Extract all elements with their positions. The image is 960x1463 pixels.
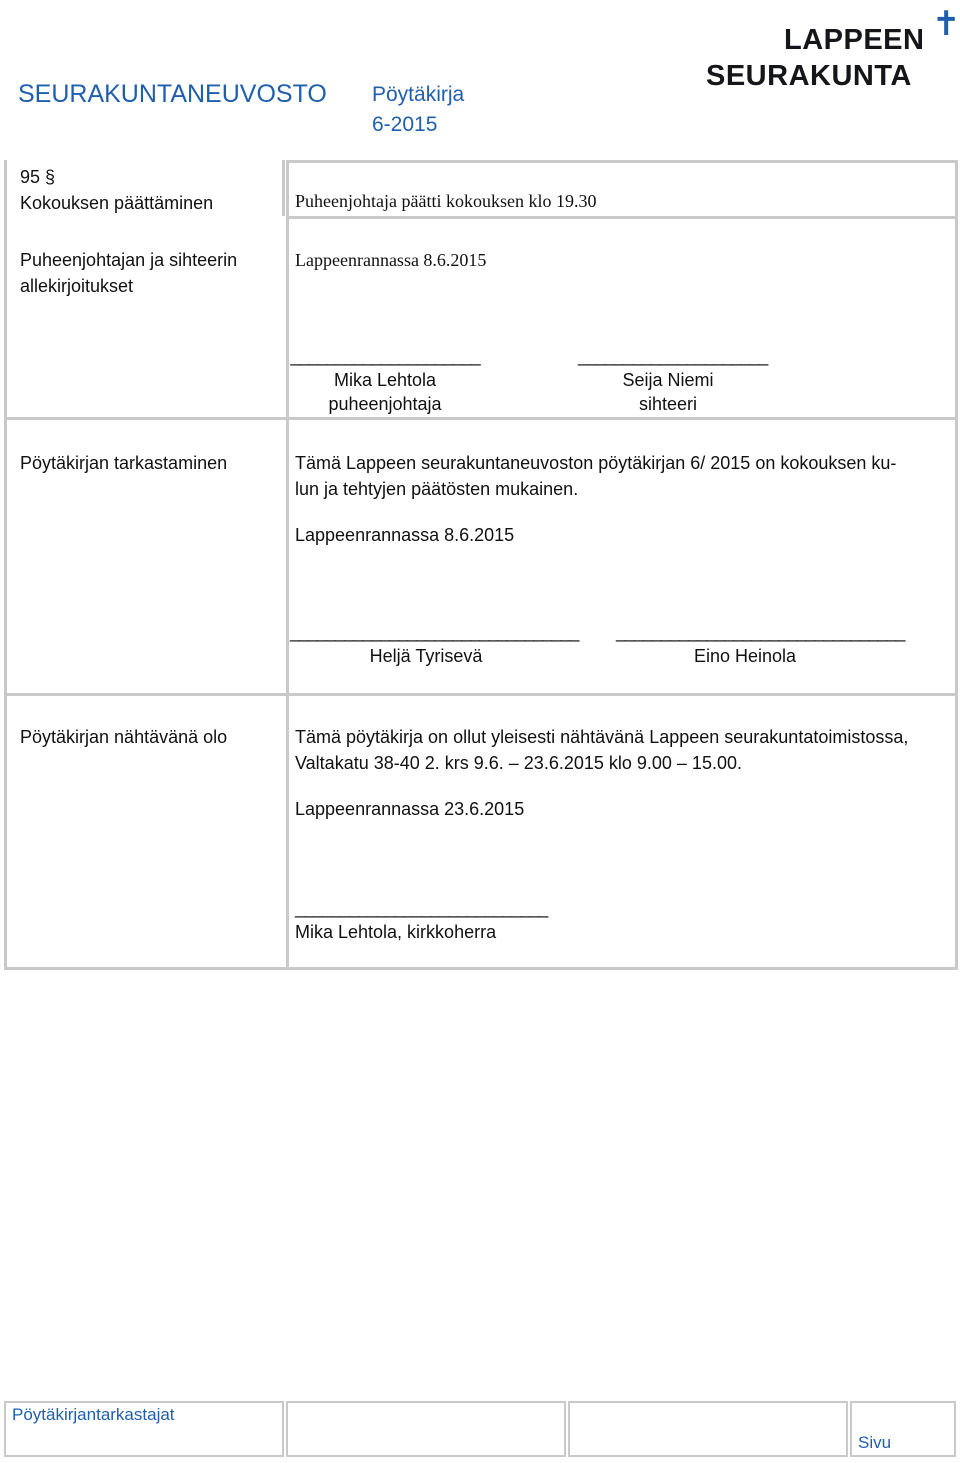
reviewer-2-name: Eino Heinola — [693, 646, 797, 666]
organization-title: SEURAKUNTANEUVOSTO — [18, 80, 327, 108]
cross-icon: ✝ — [932, 5, 960, 43]
page-label: Sivu — [858, 1433, 892, 1452]
closing-text: Puheenjohtaja päätti kokouksen klo 19.30 — [295, 191, 597, 211]
chair-role: puheenjohtaja — [328, 394, 442, 414]
page-footer — [4, 1401, 958, 1459]
document-header — [372, 80, 464, 140]
signature-line: ____________________________ — [295, 898, 548, 918]
grid-line — [286, 160, 958, 163]
review-text — [295, 450, 945, 502]
display-place-date: Lappeenrannassa 23.6.2015 — [295, 799, 525, 819]
chair-name: Mika Lehtola — [333, 370, 437, 390]
display-text — [295, 724, 950, 776]
review-text-line: lun ja tehtyjen päätösten mukainen. — [295, 479, 579, 499]
logo-text-line1: LAPPEEN — [784, 24, 925, 56]
secretary-role: sihteeri — [638, 394, 698, 414]
review-place-date: Lappeenrannassa 8.6.2015 — [295, 525, 515, 545]
signature-chair — [290, 344, 480, 416]
display-text-line: Tämä pöytäkirja on ollut yleisesti nähtävänä Lappeen seurakuntatoimistossa, — [295, 727, 909, 747]
footer-cell — [568, 1401, 848, 1457]
grid-line — [4, 967, 958, 970]
display-text-line: Valtakatu 38-40 2. krs 9.6. – 23.6.2015 klo 9.00 – 15.00. — [295, 753, 742, 773]
signature-secretary — [578, 344, 768, 416]
document-number: 6-2015 — [372, 113, 438, 136]
reviewers-label: Pöytäkirjantarkastajat — [12, 1405, 175, 1424]
parish-logo — [706, 4, 960, 96]
section-title-review: Pöytäkirjan tarkastaminen — [20, 453, 228, 473]
footer-cell — [286, 1401, 566, 1457]
reviewer-1-name: Heljä Tyrisevä — [369, 646, 483, 666]
section-title-signatures: Puheenjohtajan ja sihteerin allekirjoitukset — [20, 250, 238, 296]
grid-line — [282, 160, 285, 216]
signature-line: ________________________________ — [616, 622, 905, 642]
logo-text-line2: SEURAKUNTA — [706, 60, 912, 92]
grid-line — [4, 417, 958, 420]
review-text-line: Tämä Lappeen seurakuntaneuvoston pöytäkirjan 6/ 2015 on kokouksen ku- — [295, 453, 897, 473]
grid-line — [286, 160, 289, 970]
grid-line — [4, 160, 7, 970]
secretary-name: Seija Niemi — [622, 370, 714, 390]
signature-line: ________________________________ — [290, 622, 579, 642]
minutes-table — [4, 160, 958, 970]
signature-reviewer-2 — [616, 620, 905, 668]
section-title-display: Pöytäkirjan nähtävänä olo — [20, 727, 228, 747]
grid-line — [4, 693, 958, 696]
signature-vicar — [295, 896, 547, 944]
signatures-place-date: Lappeenrannassa 8.6.2015 — [295, 250, 487, 270]
grid-line — [955, 160, 958, 970]
section-title-closing: Kokouksen päättäminen — [20, 193, 214, 213]
signature-line: _____________________ — [290, 346, 480, 366]
grid-line — [286, 216, 958, 219]
signature-line: _____________________ — [578, 346, 768, 366]
signature-reviewer-1 — [290, 620, 579, 668]
document-type: Pöytäkirja — [372, 83, 465, 106]
vicar-signer: Mika Lehtola, kirkkoherra — [295, 922, 497, 942]
section-number: 95 § — [20, 167, 56, 187]
